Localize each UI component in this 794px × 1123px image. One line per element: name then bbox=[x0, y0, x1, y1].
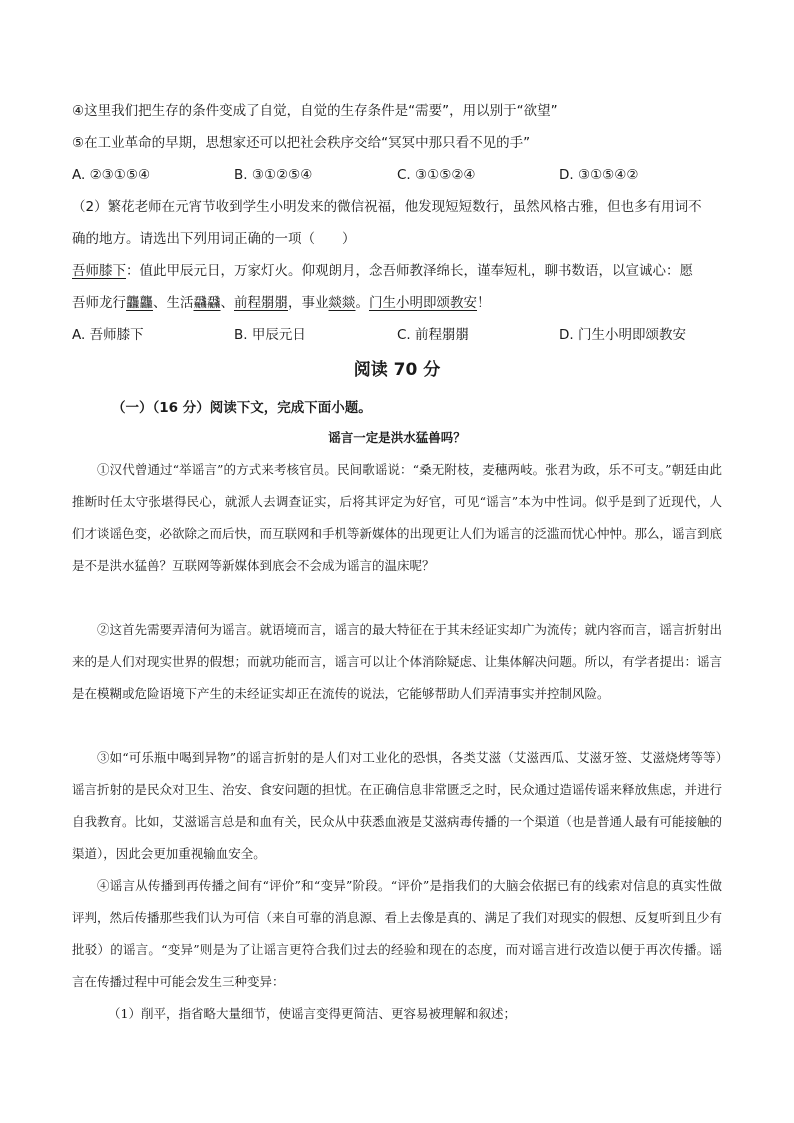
question2-stem-line1: （2）繁花老师在元宵节收到学生小明发来的微信祝福，他发现短短数行，虽然风格古雅，但也多有用词不 bbox=[72, 199, 702, 215]
underlined-phrase: 吾师膝下 bbox=[72, 263, 126, 279]
message-text: 、 bbox=[220, 295, 234, 311]
option-d[interactable]: D. ③①⑤④② bbox=[559, 167, 639, 183]
article-paragraph-4: ④谣言从传播到再传播之间有“评价”和“变异”阶段。“评价”是指我们的大脑会依据已有的线索对信息的真实性做评判，然后传播那些我们认为可信（来自可靠的消息源、看上去像是真的、满足了我们对现实的假想、反复听到且少有批驳）的谣言。“变异”则是为了让谣言更符合我们过去的经验和现在的态度，而对谣言进行改造以便于再次传播。谣言在传播过程中可能会发生三种变异： bbox=[72, 878, 723, 989]
message-text: 、生活 bbox=[153, 295, 194, 311]
article-paragraph-1: ①汉代曾通过“举谣言”的方式来考核官员。民间歌谣说：“桑无附枝，麦穗两岐。张君为政，乐不可支。”朝廷由此推断时任太守张堪得民心，就派人去调查证实，后将其评定为好官，可见“谣言”本为中性词。似乎是到了近现代，人们才谈谣色变，必欲除之而后快，而互联网和手机等新媒体的出现更让人们为谣言的泛滥而忧心忡忡。那么，谣言到底是不是洪水猛兽？互联网等新媒体到底会不会成为谣言的温床呢？ bbox=[72, 462, 723, 573]
message-text: ，事业 bbox=[288, 295, 329, 311]
section-title: 阅读 70 分 bbox=[353, 360, 441, 380]
underlined-phrase: 飝飝 bbox=[193, 295, 221, 311]
option-a[interactable]: A. 吾师膝下 bbox=[72, 327, 144, 343]
article-paragraph-3: ③如“可乐瓶中喝到异物”的谣言折射的是人们对工业化的恐惧，各类艾滋（艾滋西瓜、艾滋牙签、艾滋烧烤等等）谣言折射的是民众对卫生、治安、食安问题的担忧。在正确信息非常匮乏之时，民众通过造谣传谣来释放焦虑，并进行自我教育。比如，艾滋谣言总是和血有关，民众从中获悉血液是艾滋病毒传播的一个渠道（也是普通人最有可能接触的渠道），因此会更加重视输血安全。 bbox=[72, 750, 723, 861]
question1-item4: ④这里我们把生存的条件变成了自觉，自觉的生存条件是“需要”，用以别于“欲望” bbox=[72, 103, 558, 119]
message-text: ：值此甲辰元日，万家灯火。仰观朗月，念吾师教泽绵长，谨奉短札，聊书数语，以宣诚心：愿 bbox=[126, 263, 693, 279]
part-title: （一）（16 分）阅读下文，完成下面小题。 bbox=[112, 400, 372, 416]
option-c[interactable]: C. ③①⑤②④ bbox=[397, 167, 476, 183]
message-text: 吾师龙行 bbox=[72, 295, 126, 311]
option-b[interactable]: B. 甲辰元日 bbox=[234, 327, 306, 343]
list-item: （1）削平，指省略大量细节，使谣言变得更简洁、更容易被理解和叙述； bbox=[108, 1006, 516, 1021]
option-d[interactable]: D. 门生小明即颂教安 bbox=[559, 327, 686, 343]
article-paragraph-2: ②这首先需要弄清何为谣言。就语境而言，谣言的最大特征在于其未经证实却广为流传；就内容而言，谣言折射出来的是人们对现实世界的假想；而就功能而言，谣言可以让个体消除疑虑、让集体解决问题。所以，有学者提出：谣言是在模糊或危险语境下产生的未经证实却正在流传的说法，它能够帮助人们弄清事实并控制风险。 bbox=[72, 622, 723, 701]
message-line2 bbox=[72, 293, 491, 313]
message-text: 。 bbox=[355, 295, 369, 311]
article-title: 谣言一定是洪水猛兽吗？ bbox=[328, 430, 466, 445]
underlined-phrase: 门生小明即颂教安 bbox=[369, 295, 477, 311]
question1-item5: ⑤在工业革命的早期，思想家还可以把社会秩序交给“冥冥中那只看不见的手” bbox=[72, 135, 531, 151]
option-c[interactable]: C. 前程朤朤 bbox=[397, 327, 470, 343]
option-b[interactable]: B. ③①②⑤④ bbox=[234, 167, 313, 183]
underlined-phrase: 前程朤朤 bbox=[234, 295, 288, 311]
question2-stem-line2: 确的地方。请选出下列用词正确的一项（ ） bbox=[72, 231, 356, 247]
message-line1 bbox=[72, 261, 693, 281]
question1-options bbox=[72, 165, 732, 185]
option-a[interactable]: A. ②③①⑤④ bbox=[72, 167, 151, 183]
underlined-phrase: 龘龘 bbox=[126, 295, 153, 311]
question2-options bbox=[72, 325, 732, 345]
underlined-phrase: 燚燚 bbox=[328, 295, 356, 311]
message-text: ！ bbox=[477, 295, 491, 311]
